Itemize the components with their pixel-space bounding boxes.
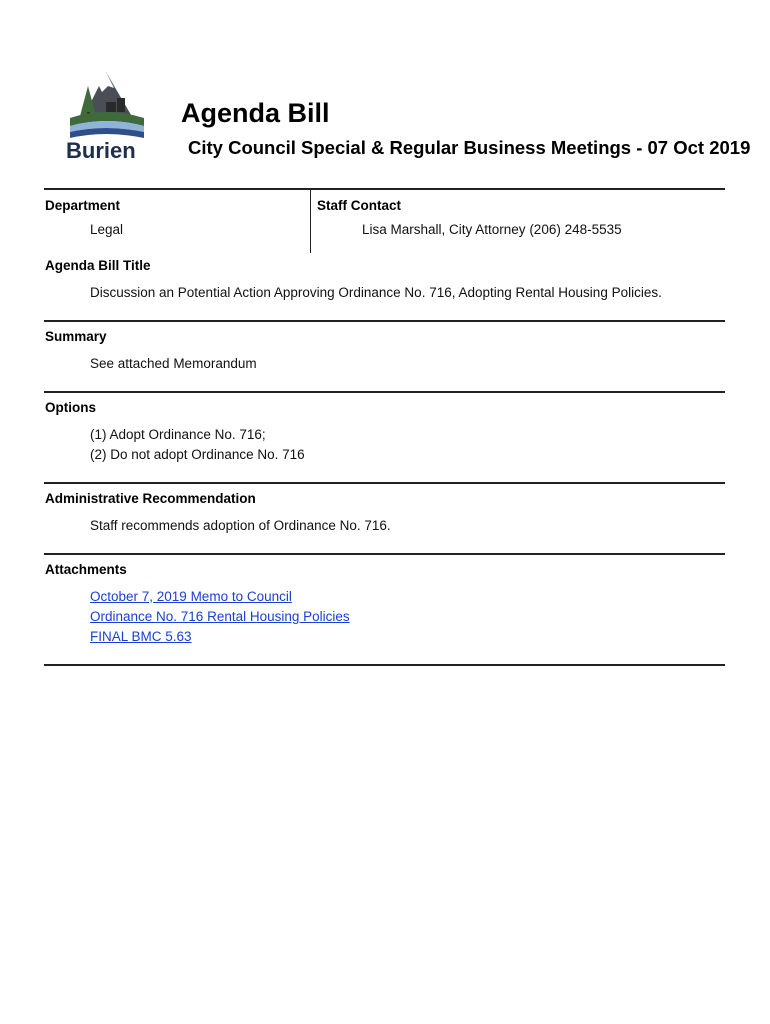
page-title: Agenda Bill <box>181 98 330 128</box>
divider <box>44 664 725 666</box>
recommendation-label: Administrative Recommendation <box>45 491 256 506</box>
divider <box>44 188 725 190</box>
column-divider <box>310 189 311 253</box>
summary-value: See attached Memorandum <box>90 356 257 371</box>
attachments-label: Attachments <box>45 562 127 577</box>
agenda-bill-title-label: Agenda Bill Title <box>45 258 151 273</box>
staff-contact-value: Lisa Marshall, City Attorney (206) 248-5535 <box>362 222 622 237</box>
option-item: (1) Adopt Ordinance No. 716; <box>90 427 266 442</box>
divider <box>44 553 725 555</box>
department-label: Department <box>45 198 121 213</box>
meeting-subtitle: City Council Special & Regular Business Meetings - 07 Oct 2019 <box>188 137 751 158</box>
attachment-link-bmc[interactable]: FINAL BMC 5.63 <box>90 629 192 644</box>
logo-text: Burien <box>66 138 136 163</box>
recommendation-value: Staff recommends adoption of Ordinance No. 716. <box>90 518 391 533</box>
agenda-bill-title-value: Discussion an Potential Action Approving Ordinance No. 716, Adopting Rental Housing Policies. <box>90 285 662 300</box>
attachment-link-memo[interactable]: October 7, 2019 Memo to Council <box>90 589 292 604</box>
options-label: Options <box>45 400 96 415</box>
divider <box>44 320 725 322</box>
staff-contact-label: Staff Contact <box>317 198 401 213</box>
department-value: Legal <box>90 222 124 237</box>
attachment-link-ordinance[interactable]: Ordinance No. 716 Rental Housing Policies <box>90 609 350 624</box>
summary-label: Summary <box>45 329 107 344</box>
option-item: (2) Do not adopt Ordinance No. 716 <box>90 447 305 462</box>
divider <box>44 391 725 393</box>
divider <box>44 482 725 484</box>
